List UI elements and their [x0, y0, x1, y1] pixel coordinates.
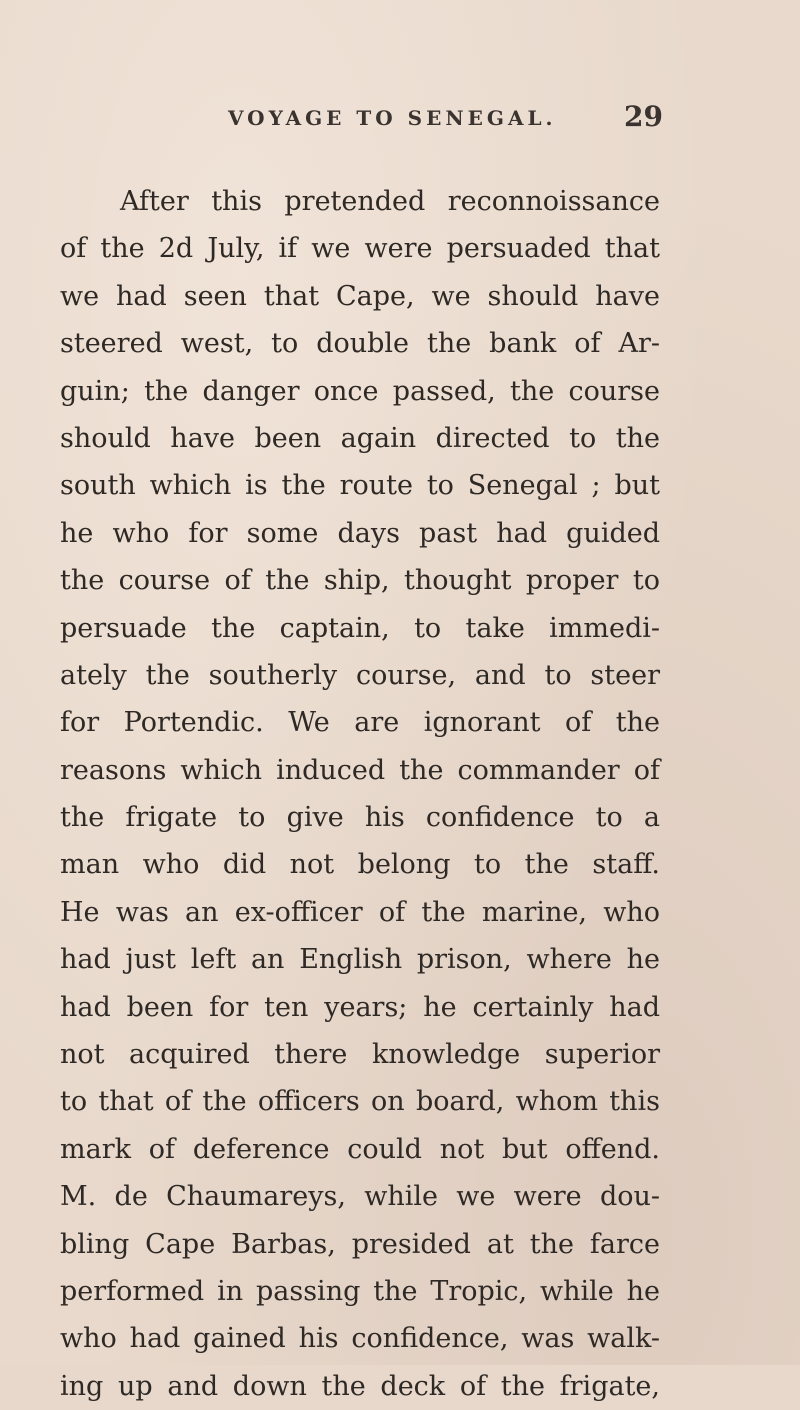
text-line: who had gained his confidence, was walk- [60, 1323, 660, 1355]
text-line: After this pretended reconnoissance [120, 186, 660, 217]
text-line: to that of the officers on board, whom this [60, 1086, 660, 1118]
page-number: 29 [624, 100, 663, 133]
text-line: not acquired there knowledge superior [60, 1039, 660, 1071]
text-line: man who did not belong to the staff. [60, 849, 660, 881]
text-line: steered west, to double the bank of Ar- [60, 328, 660, 360]
text-line: for Portendic. We are ignorant of the [60, 707, 660, 739]
text-line: persuade the captain, to take immedi- [60, 612, 660, 644]
text-line: M. de Chaumareys, while we were dou- [60, 1181, 660, 1213]
text-line: reasons which induced the commander of [60, 754, 660, 786]
body-text [60, 178, 660, 1410]
text-line: we had seen that Cape, we should have [60, 280, 660, 312]
text-line: performed in passing the Tropic, while he [60, 1275, 660, 1307]
text-line: should have been again directed to the [60, 422, 660, 454]
text-line: ately the southerly course, and to steer [60, 659, 660, 691]
text-line: the course of the ship, thought proper to [60, 565, 660, 597]
text-line: He was an ex-officer of the marine, who [60, 896, 660, 928]
text-line: the frigate to give his confidence to a [60, 802, 660, 834]
text-line: of the 2d July, if we were persuaded that [60, 233, 660, 265]
text-line: guin; the danger once passed, the course [60, 375, 660, 407]
text-line: ing up and down the deck of the frigate, [60, 1370, 660, 1402]
text-line: mark of deference could not but offend. [60, 1133, 660, 1165]
text-line: he who for some days past had guided [60, 517, 660, 549]
text-line: had been for ten years; he certainly had [60, 991, 660, 1023]
text-line: south which is the route to Senegal ; but [60, 470, 660, 502]
text-line: bling Cape Barbas, presided at the farce [60, 1228, 660, 1260]
page-header [0, 100, 800, 140]
running-head: VOYAGE TO SENEGAL. [228, 106, 557, 130]
text-line: had just left an English prison, where he [60, 944, 660, 976]
